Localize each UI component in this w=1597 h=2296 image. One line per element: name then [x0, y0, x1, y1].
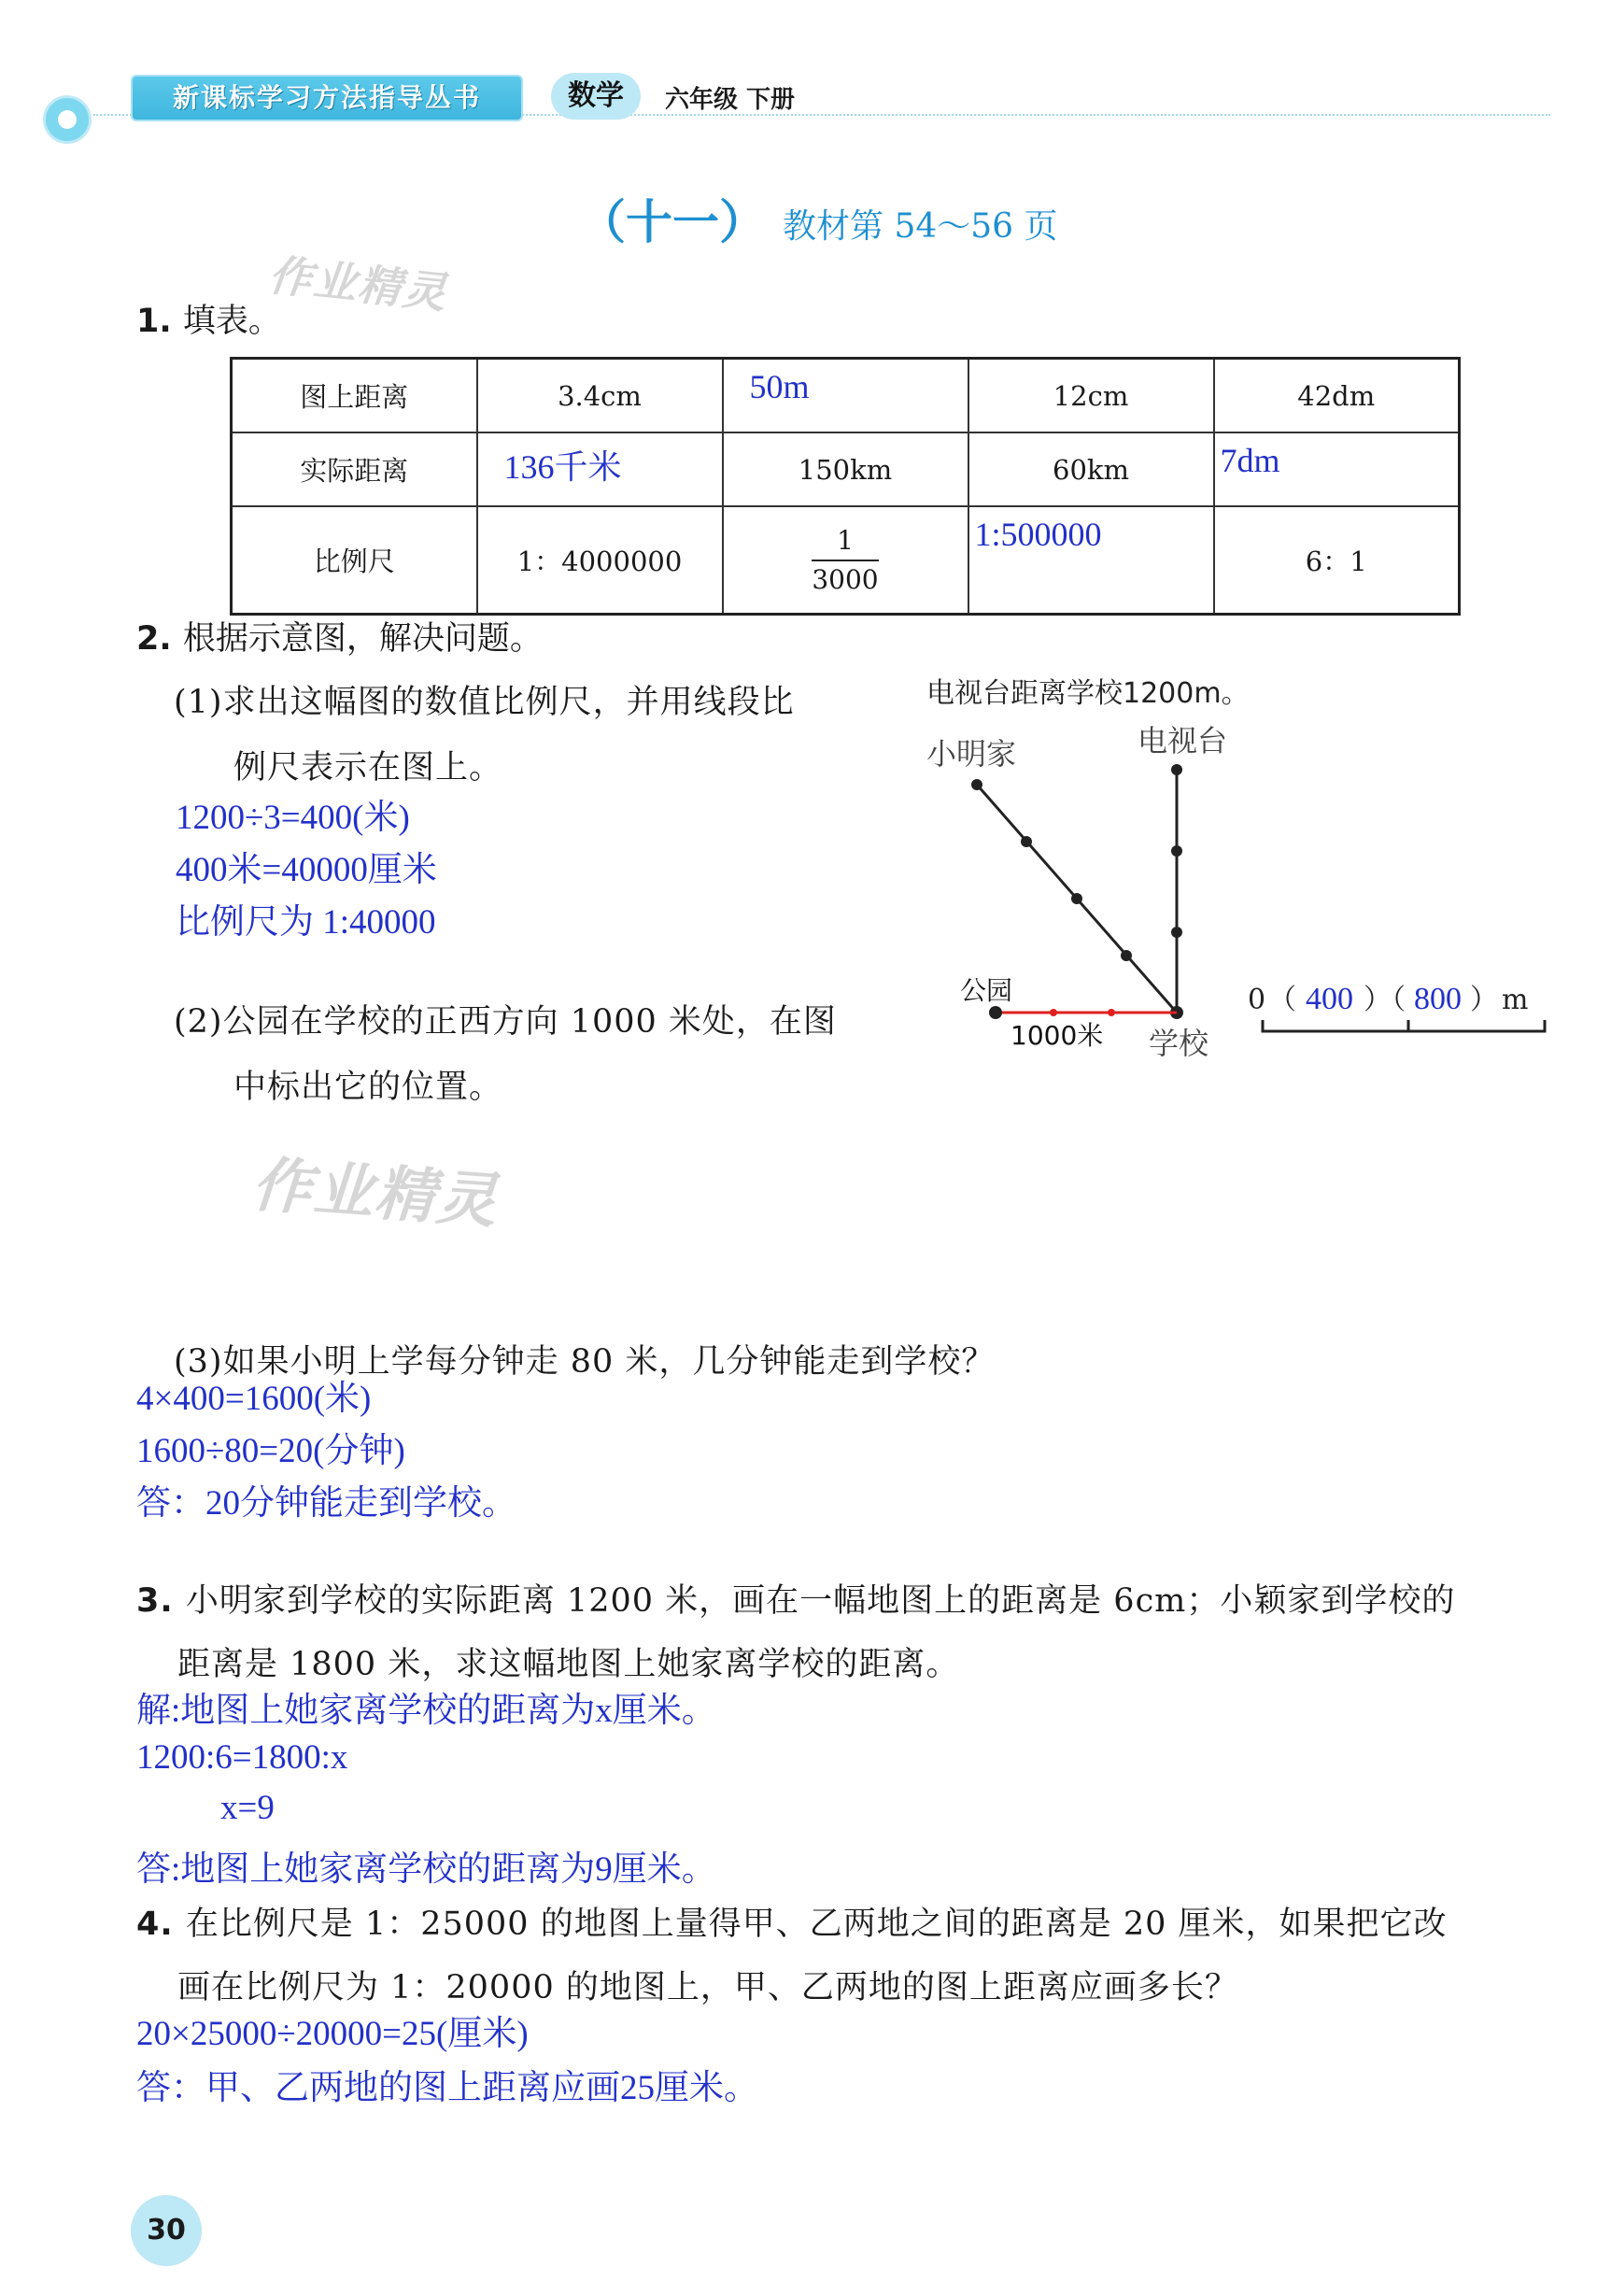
- fraction-bar: [812, 560, 879, 561]
- table-cell: 60km: [968, 432, 1214, 506]
- park-point: [989, 1006, 1002, 1019]
- school-label: 学校: [1149, 1026, 1209, 1061]
- table-cell: 12cm: [968, 359, 1214, 433]
- row-label: 图上距离: [232, 359, 477, 433]
- page-number: 30: [131, 2195, 202, 2266]
- question-text: 在比例尺是 1：25000 的地图上量得甲、乙两地之间的距离是 20 厘米，如果把它改: [185, 1906, 1448, 1943]
- table-cell: 3.4cm: [477, 359, 723, 433]
- q4-line2: 画在比例尺为 1：20000 的地图上，甲、乙两地的图上距离应画多长？: [177, 1969, 1238, 2006]
- home-label: 小明家: [926, 736, 1017, 772]
- fraction-numerator: 1: [837, 524, 854, 556]
- fraction-denominator: 3000: [812, 563, 879, 595]
- segment-dot: [1050, 1009, 1057, 1016]
- scale-unit: m: [1502, 984, 1529, 1016]
- park-label: 公园: [960, 975, 1013, 1006]
- scale-value-1: 400: [1306, 982, 1353, 1016]
- fill-table: [230, 357, 1461, 616]
- q2-part1-answer-3: 比例尺为 1:40000: [176, 903, 436, 942]
- section-pages: 教材第 54～56 页: [783, 207, 1058, 246]
- answer-cell: 136千米: [477, 432, 723, 506]
- q2-part1-answer-2: 400米=40000厘米: [176, 851, 437, 889]
- fraction-cell: [723, 506, 968, 615]
- q3-answer-4: 答:地图上她家离学校的距离为9厘米。: [136, 1850, 716, 1889]
- scale-paren: （: [1268, 984, 1296, 1016]
- table-row: [232, 506, 1460, 615]
- q2-part1-line2: 例尺表示在图上。: [233, 749, 503, 787]
- question-number: 1.: [136, 303, 183, 340]
- header-circle-icon: [43, 95, 92, 144]
- grade-label: 六年级 下册: [665, 86, 796, 114]
- row-label: 比例尺: [232, 506, 477, 615]
- question-4: [136, 1898, 1448, 1945]
- q4-answer-1: 20×25000÷20000=25(厘米): [136, 2015, 529, 2053]
- q2-part3-answer-2: 1600÷80=20(分钟): [136, 1432, 405, 1470]
- series-title: 新课标学习方法指导丛书: [131, 75, 523, 121]
- question-number: 2.: [136, 620, 183, 658]
- segment-dot: [1021, 836, 1032, 847]
- table-row: [232, 432, 1460, 506]
- q3-answer-1: 解:地图上她家离学校的距离为x厘米。: [136, 1692, 716, 1730]
- section-title: （十一）: [579, 195, 766, 249]
- question-text: 根据示意图，解决问题。: [182, 620, 543, 658]
- question-text: 小明家到学校的实际距离 1200 米，画在一幅地图上的距离是 6cm；小颖家到学校的: [185, 1582, 1456, 1620]
- tv-point: [1171, 764, 1182, 775]
- segment-dot: [1171, 927, 1182, 938]
- table-cell: 150km: [723, 432, 968, 506]
- subject-badge: 数学: [551, 73, 641, 120]
- table-cell: 1：4000000: [477, 506, 723, 615]
- q2-part3-answer-1: 4×400=1600(米): [136, 1380, 372, 1418]
- question-2: [136, 613, 543, 659]
- question-number: 3.: [136, 1582, 186, 1620]
- watermark: 作业精灵: [266, 249, 450, 319]
- scale-paren: ）（: [1364, 984, 1406, 1016]
- scale-zero: 0: [1248, 984, 1266, 1016]
- q4-answer-2: 答：甲、乙两地的图上距离应画25厘米。: [136, 2069, 758, 2107]
- answer-cell: 7dm: [1214, 432, 1460, 506]
- table-row: [232, 359, 1460, 433]
- q2-part2-line2: 中标出它的位置。: [233, 1069, 503, 1106]
- segment-dot: [1171, 845, 1182, 857]
- q3-answer-2: 1200:6=1800:x: [136, 1738, 348, 1777]
- segment-dot: [1121, 950, 1132, 961]
- row-label: 实际距离: [232, 432, 477, 506]
- question-1: [136, 295, 281, 342]
- segment-dot: [1071, 893, 1082, 904]
- diagram-caption: 电视台距离学校1200m。: [926, 677, 1250, 710]
- q3-line2: 距离是 1800 米，求这幅地图上她家离学校的距离。: [177, 1646, 960, 1683]
- question-3: [136, 1575, 1455, 1622]
- scale-paren: ）: [1470, 984, 1498, 1016]
- answer-cell: 50m: [723, 359, 968, 433]
- q2-part3-text: (3)如果小明上学每分钟走 80 米，几分钟能走到学校？: [174, 1343, 996, 1381]
- q2-part3-answer-3: 答：20分钟能走到学校。: [136, 1484, 516, 1523]
- q2-part2-line1: (2)公园在学校的正西方向 1000 米处，在图: [174, 1003, 837, 1041]
- scale-value-2: 800: [1414, 982, 1462, 1016]
- answer-cell: 1:500000: [968, 506, 1214, 615]
- question-number: 4.: [136, 1906, 186, 1943]
- park-distance-label: 1000米: [1010, 1020, 1104, 1051]
- home-point: [971, 779, 982, 790]
- q2-part1-answer-1: 1200÷3=400(米): [176, 799, 410, 837]
- fraction: [812, 524, 879, 597]
- q2-part1-line1: (1)求出这幅图的数值比例尺，并用线段比: [174, 684, 795, 721]
- scale-bar: [1263, 1020, 1545, 1031]
- tv-label: 电视台: [1138, 723, 1228, 758]
- q3-answer-3: x=9: [220, 1789, 275, 1827]
- table-cell: 42dm: [1214, 359, 1460, 433]
- table-cell: 6：1: [1214, 506, 1460, 615]
- question-text: 填表。: [182, 303, 281, 340]
- map-diagram: [897, 654, 1550, 1084]
- watermark: 作业精灵: [249, 1150, 501, 1238]
- segment-dot: [1108, 1009, 1115, 1016]
